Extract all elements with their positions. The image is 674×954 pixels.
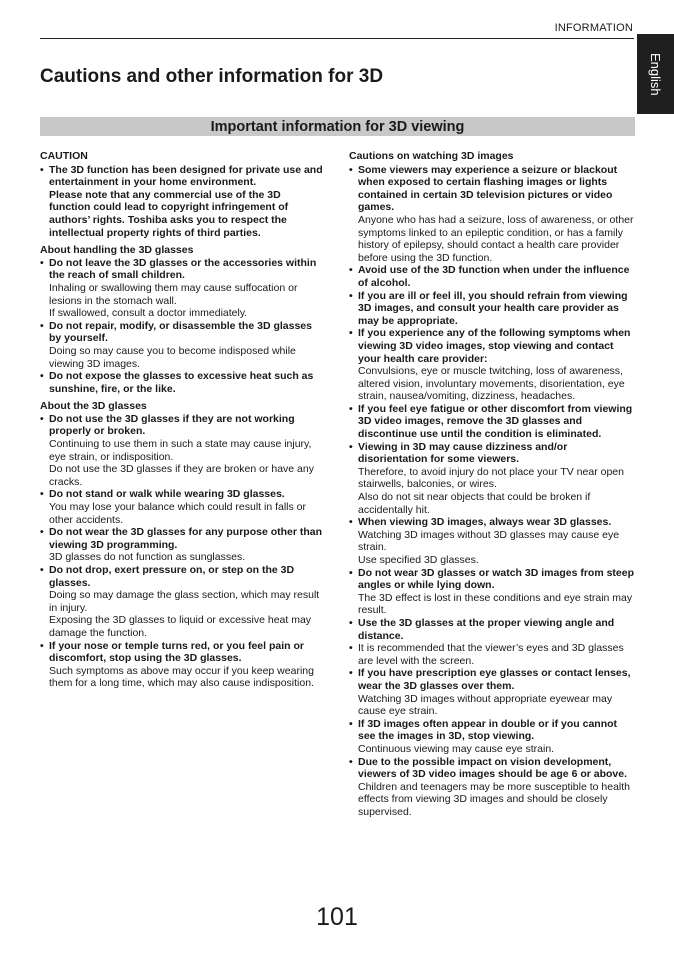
item-heading: • Do not stand or walk while wearing 3D glasses.	[49, 488, 285, 501]
item-heading: • If you are ill or feel ill, you should refrain from viewing 3D images, and consult your health care provider as may be appropriate.	[358, 289, 628, 327]
item-note: Such symptoms as above may occur if you keep wearing them for a long time, which may also cause indisposition.	[49, 664, 314, 690]
section-heading: Important information for 3D viewing	[210, 118, 465, 135]
item-heading: • Do not expose the glasses to excessive heat such as sunshine, fire, or the like.	[49, 370, 314, 395]
item-heading: • Use the 3D glasses at the proper viewing angle and distance.	[358, 616, 615, 642]
item-note: You may lose your balance which could result in falls or other accidents.	[49, 501, 306, 526]
glasses-title: About the 3D glasses	[40, 400, 147, 413]
item-heading: • Some viewers may experience a seizure or blackout when exposed to certain flashing images or lights contained in certain 3D television pictures or video games.	[358, 163, 618, 214]
item-note: Doing so may cause you to become indisposed while viewing 3D images.	[49, 344, 296, 370]
page-number: 101	[316, 903, 358, 931]
language-tab	[637, 34, 674, 114]
item-note: Anyone who has had a seizure, loss of awareness, or other symptoms linked to an epileptic condition, or has a family history of epilepsy, should contact a health care provider before using the 3D function.	[358, 213, 634, 264]
item-heading: • When viewing 3D images, always wear 3D glasses.	[358, 516, 612, 529]
section-label: INFORMATION	[554, 22, 633, 34]
language-tab-label: English	[648, 52, 663, 96]
list-item	[349, 516, 635, 566]
list-item	[349, 756, 635, 819]
list-item	[349, 667, 635, 717]
watching-list	[349, 164, 635, 819]
left-column	[40, 150, 324, 690]
item-note: Therefore, to avoid injury do not place your TV near open stairwells, balconies, or wires.	[358, 465, 624, 491]
item-note: Doing so may damage the glass section, which may result in injury.	[49, 589, 320, 614]
item-heading: • Do not drop, exert pressure on, or step on the 3D glasses.	[49, 564, 295, 589]
item-heading: • Due to the possible impact on vision development, viewers of 3D video images should be age 6 or above.	[358, 755, 628, 781]
item-heading: • Do not wear 3D glasses or watch 3D images from steep angles or while lying down.	[358, 566, 635, 592]
item-heading: • If you experience any of the following symptoms when viewing 3D video images, stop viewing and contact your health care provider:	[358, 327, 631, 365]
list-item	[40, 564, 324, 640]
item-note: Inhaling or swallowing them may cause suffocation or lesions in the stomach wall.	[49, 281, 298, 307]
list-item	[349, 403, 635, 441]
list-item	[40, 257, 324, 320]
list-item	[349, 264, 635, 289]
item-heading: • Do not repair, modify, or disassemble the 3D glasses by yourself.	[49, 319, 312, 345]
handling-title: About handling the 3D glasses	[40, 244, 194, 257]
list-item	[349, 642, 635, 667]
item-note: Exposing the 3D glasses to liquid or excessive heat may damage the function.	[49, 614, 312, 639]
section-heading-bar	[40, 117, 635, 136]
item-heading: • If you feel eye fatigue or other discomfort from viewing 3D video images, remove the 3D glasses and discontinue use until the condition is eliminated.	[358, 402, 633, 441]
item-heading: • Do not use the 3D glasses if they are not working properly or broken.	[49, 412, 295, 438]
item-note: If swallowed, consult a doctor immediately.	[49, 307, 248, 320]
item-note: Watching 3D images without appropriate eyewear may cause eye strain.	[358, 692, 613, 718]
list-item	[40, 320, 324, 370]
item-note: Continuing to use them in such a state may cause injury, eye strain, or indisposition.	[49, 438, 312, 463]
list-item	[40, 370, 324, 395]
right-column	[349, 150, 635, 818]
item-note: Continuous viewing may cause eye strain.	[358, 742, 555, 755]
item-heading: • If 3D images often appear in double or if you cannot see the images in 3D, stop viewing.	[358, 717, 618, 743]
list-item	[349, 718, 635, 756]
list-item	[349, 441, 635, 517]
caution-text: Please note that any commercial use of the 3D function could lead to copyright infringement of authors’ rights. Toshiba asks you to respect the intellectual property rights of third parties.	[49, 188, 289, 239]
item-note: Watching 3D images without 3D glasses may cause eye strain.	[358, 528, 620, 554]
list-item	[349, 617, 635, 642]
caution-item	[40, 164, 324, 240]
list-item	[349, 164, 635, 265]
caution-text: • The 3D function has been designed for private use and entertainment in your home environment.	[49, 163, 323, 189]
item-heading: • Do not wear the 3D glasses for any purpose other than viewing 3D programming.	[49, 526, 323, 551]
handling-list	[40, 257, 324, 396]
item-note: Children and teenagers may be more susceptible to health effects from viewing 3D images and should be closely supervised.	[358, 780, 630, 818]
list-item	[349, 567, 635, 617]
item-note: Convulsions, eye or muscle twitching, loss of awareness, altered vision, involuntary movements, disorientation, eye strain, nausea/vomiting, dizziness, headaches.	[358, 365, 625, 403]
list-item	[349, 290, 635, 328]
list-item	[40, 488, 324, 526]
item-heading: • Avoid use of the 3D function when under the influence of alcohol.	[358, 264, 630, 289]
item-note: • It is recommended that the viewer’s eyes and 3D glasses are level with the screen.	[358, 642, 624, 667]
watching-title: Cautions on watching 3D images	[349, 150, 514, 162]
caution-list	[40, 164, 324, 240]
item-heading: • Do not leave the 3D glasses or the accessories within the reach of small children.	[49, 256, 317, 282]
page-title: Cautions and other information for 3D	[40, 66, 384, 87]
item-note: 3D glasses do not function as sunglasses.	[49, 551, 246, 564]
list-item	[40, 413, 324, 489]
item-note: Use specified 3D glasses.	[358, 554, 479, 566]
item-heading: • If your nose or temple turns red, or you feel pain or discomfort, stop using the 3D glasses.	[49, 639, 304, 665]
list-item	[349, 327, 635, 403]
glasses-list	[40, 413, 324, 690]
item-heading: • Viewing in 3D may cause dizziness and/or disorientation for some viewers.	[358, 440, 568, 466]
list-item	[40, 640, 324, 690]
list-item	[40, 526, 324, 564]
item-note: Also do not sit near objects that could be broken if accidentally hit.	[358, 491, 591, 516]
item-note: Do not use the 3D glasses if they are broken or have any cracks.	[49, 463, 314, 488]
item-note: The 3D effect is lost in these conditions and eye strain may result.	[358, 591, 633, 617]
caution-title: CAUTION	[40, 150, 88, 162]
header-rule	[40, 38, 634, 39]
item-heading: • If you have prescription eye glasses or contact lenses, wear the 3D glasses over them.	[358, 667, 631, 692]
